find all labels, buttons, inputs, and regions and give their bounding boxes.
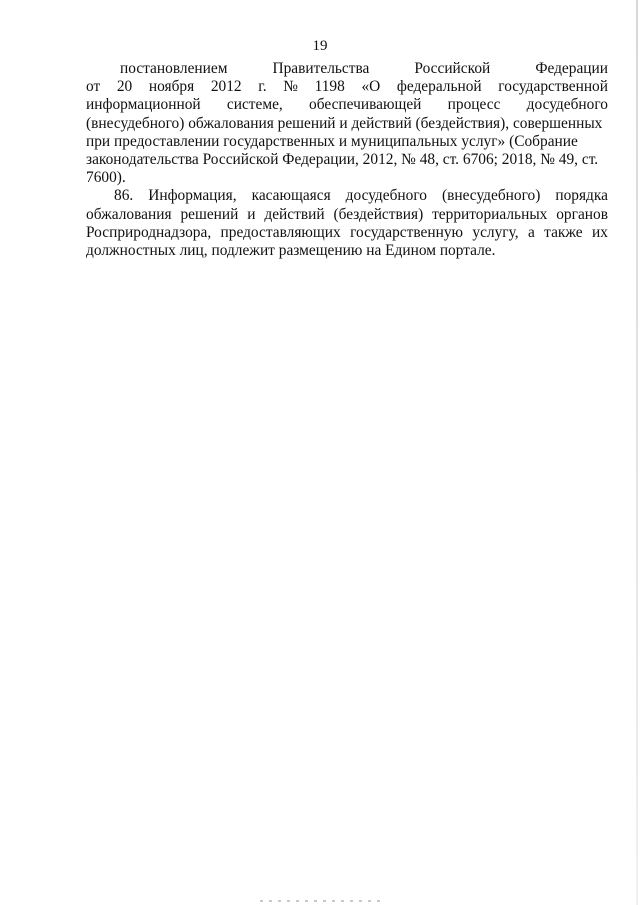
paragraph-2-line-2 (86, 206, 608, 224)
word: процесс (447, 96, 501, 114)
word: досудебного (345, 187, 427, 205)
word: решений (180, 205, 239, 223)
word: Федерации (535, 60, 608, 77)
word: государственную (350, 223, 464, 241)
word: а (527, 223, 535, 241)
word: ноября (148, 78, 195, 96)
word: 20 (116, 78, 133, 96)
word: касающаяся (251, 187, 331, 205)
document-body (86, 60, 608, 260)
word: Правительства (272, 60, 370, 77)
word: федеральной (396, 78, 482, 96)
word: предоставляющих (220, 223, 341, 241)
word: их (592, 223, 608, 241)
paragraph-1-line-5: при предоставлении государственных и муниципальных услуг» (Собрание (86, 132, 578, 150)
word: Российской (414, 60, 491, 77)
word: и (247, 205, 256, 223)
word: постановлением (120, 60, 228, 77)
paragraph-2-line-1 (86, 187, 608, 205)
word: органов (556, 205, 608, 223)
word: 1198 (314, 78, 345, 96)
word: информационной (86, 96, 201, 114)
paragraph-1-line-2 (86, 78, 608, 96)
word: 2012 (210, 78, 242, 96)
paragraph-1-line-4: (внесудебного) обжалования решений и действий (бездействия), совершенных (86, 114, 603, 132)
word: Росприроднадзора, (86, 223, 212, 241)
page-number: 19 (312, 38, 328, 54)
word: от (86, 78, 101, 96)
word: действий (264, 205, 325, 223)
word: государственной (498, 78, 608, 96)
word: (внесудебного) (441, 187, 541, 205)
word: обжалования (86, 205, 172, 223)
paragraph-1-line-3 (86, 96, 608, 114)
paragraph-1-line-7: 7600). (86, 169, 126, 187)
word: также (544, 223, 583, 241)
word: Информация, (148, 187, 237, 205)
scan-artifact-dots (260, 900, 380, 902)
paragraph-2-line-4: должностных лиц, подлежит размещению на Едином портале. (86, 241, 496, 259)
paragraph-1-line-1 (86, 60, 608, 78)
word: досудебного (526, 96, 608, 114)
paragraph-1-line-6: законодательства Российской Федерации, 2012, № 48, ст. 6706; 2018, № 49, ст. (86, 150, 599, 168)
word: № (283, 78, 298, 96)
word: (бездействия) (333, 205, 424, 223)
scan-edge-shadow (636, 0, 638, 905)
paragraph-2-line-3 (86, 224, 608, 242)
word: г. (258, 78, 267, 96)
word: 86. (114, 187, 134, 205)
word: территориальных (432, 205, 548, 223)
word: обеспечивающей (309, 96, 422, 114)
word: порядка (555, 187, 608, 205)
word: системе, (226, 96, 283, 114)
word: услугу, (472, 223, 519, 241)
word: «О (361, 78, 381, 96)
